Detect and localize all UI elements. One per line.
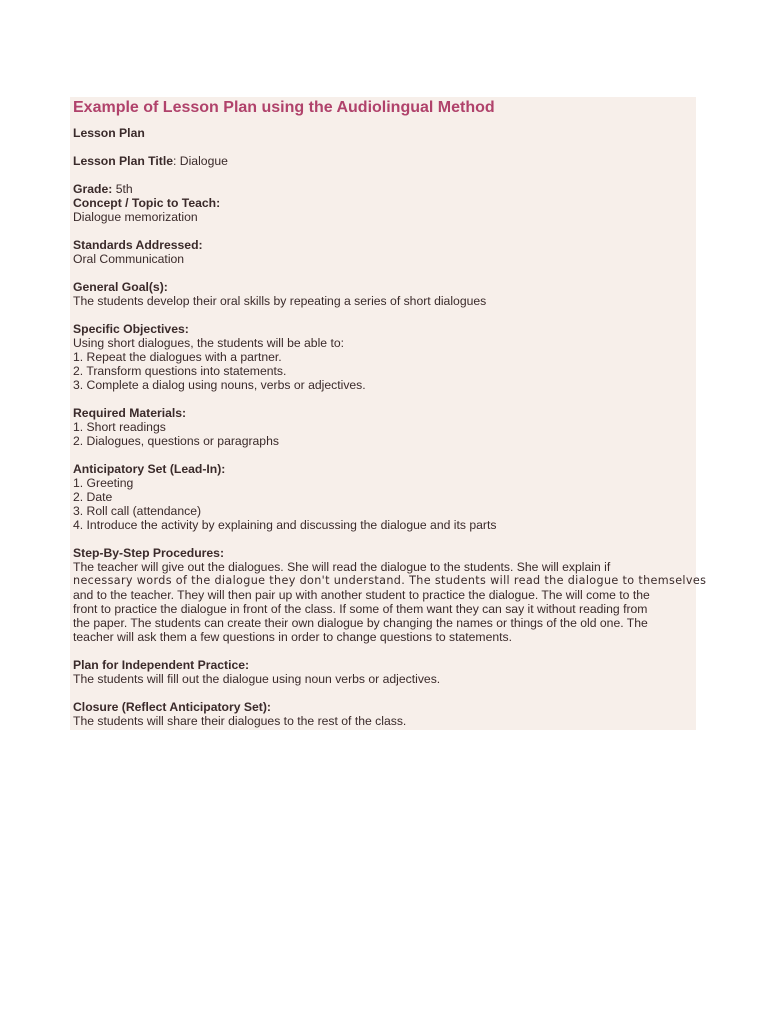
list-item: 3. Roll call (attendance) [73, 504, 202, 518]
independent-practice-label: Plan for Independent Practice: [73, 658, 250, 672]
document-title: Example of Lesson Plan using the Audiolingual Method [73, 99, 495, 116]
list-item: 2. Dialogues, questions or paragraphs [73, 434, 279, 448]
list-item: 1. Short readings [73, 420, 166, 434]
concept-value: Dialogue memorization [73, 210, 198, 224]
closure-label: Closure (Reflect Anticipatory Set): [73, 700, 271, 714]
closure-value: The students will share their dialogues to the rest of the class. [73, 714, 407, 728]
general-goals-label: General Goal(s): [73, 280, 168, 294]
procedures-line: teacher will ask them a few questions in order to change questions to statements. [73, 630, 512, 644]
grade-row [73, 182, 696, 196]
list-item: 1. Repeat the dialogues with a partner. [73, 350, 282, 364]
standards-value: Oral Communication [73, 252, 185, 266]
list-item: 2. Transform questions into statements. [73, 364, 287, 378]
list-item: 1. Greeting [73, 476, 134, 490]
concept-label: Concept / Topic to Teach: [73, 196, 221, 210]
lesson-plan-title-label: Lesson Plan Title [73, 154, 174, 168]
procedures-label: Step-By-Step Procedures: [73, 546, 225, 560]
procedures-line: and to the teacher. They will then pair up with another student to practice the dialogue. The will come to the [73, 588, 650, 602]
specific-objectives-intro: Using short dialogues, the students will be able to: [73, 336, 344, 350]
procedures-line: front to practice the dialogue in front of the class. If some of them want they can say it without reading from [73, 602, 648, 616]
specific-objectives-label: Specific Objectives: [73, 322, 189, 336]
list-item: 4. Introduce the activity by explaining and discussing the dialogue and its parts [73, 518, 497, 532]
independent-practice-value: The students will fill out the dialogue using noun verbs or adjectives. [73, 672, 441, 686]
lesson-plan-panel [70, 97, 707, 730]
lesson-plan-title-value: Dialogue [179, 154, 228, 168]
grade-value: 5th [115, 182, 133, 196]
standards-label: Standards Addressed: [73, 238, 203, 252]
required-materials-label: Required Materials: [73, 406, 187, 420]
list-item: 2. Date [73, 490, 113, 504]
lesson-plan-title-row: Lesson Plan Title: Dialogue [73, 154, 228, 168]
procedures-line: necessary words of the dialogue they don't understand. The students will read the dialogue to themselves [73, 574, 707, 587]
general-goals-value: The students develop their oral skills by repeating a series of short dialogues [73, 294, 487, 308]
anticipatory-set-label: Anticipatory Set (Lead-In): [73, 462, 226, 476]
grade-label: Grade: [73, 182, 113, 196]
procedures-line: the paper. The students can create their own dialogue by changing the names or things of the old one. The [73, 616, 648, 630]
procedures-line: The teacher will give out the dialogues. She will read the dialogue to the students. She will explain if [73, 560, 611, 574]
lesson-plan-heading: Lesson Plan [73, 126, 145, 140]
list-item: 3. Complete a dialog using nouns, verbs or adjectives. [73, 378, 366, 392]
